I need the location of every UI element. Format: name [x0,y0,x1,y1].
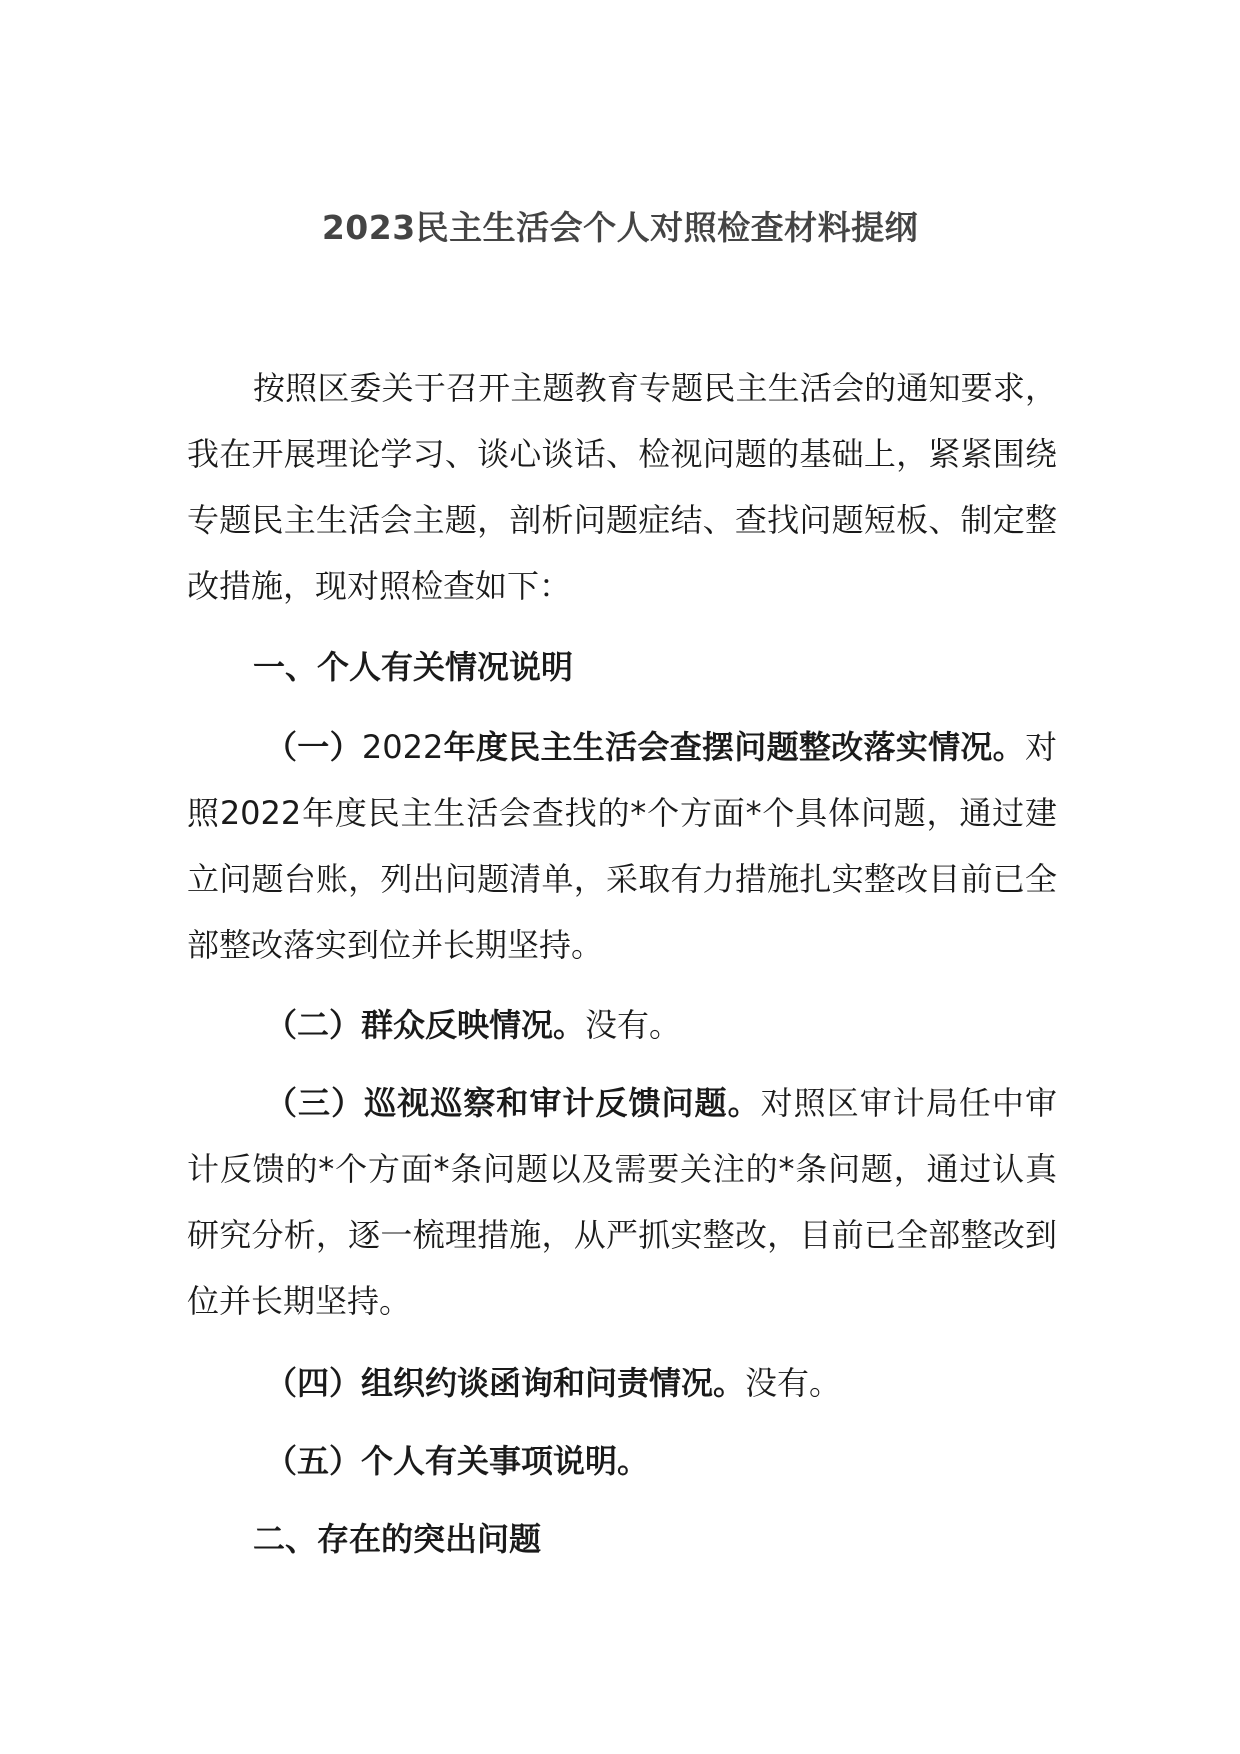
subsection-2-heading: （二）群众反映情况。 [265,1006,586,1044]
section-2-heading: 二、存在的突出问题 [253,1520,542,1558]
subsection-3-heading: （三）巡视巡察和审计反馈问题。 [265,1084,761,1122]
subsection-1-number: （一） [265,728,362,766]
subsection-4-heading: （四）组织约谈函询和问责情况。 [265,1364,746,1402]
subsection-3-body: 对照区审计局任中审计反馈的*个方面*条问题以及需要关注的*条问题，通过认真研究分析，逐一梳理措施，从严抓实整改，目前已全部整改到位并长期坚持。 [187,1084,1057,1320]
subsection-4-body: 没有。 [745,1364,842,1402]
document-title: 2023民主生活会个人对照检查材料提纲 [321,208,919,247]
subsection-1-paragraph [187,714,1057,978]
subsection-5-heading: （五）个人有关事项说明。 [265,1442,650,1480]
subsection-1-body: 对照2022年度民主生活会查找的*个方面*个具体问题，通过建立问题台账，列出问题清单，采取有力措施扎实整改目前已全部整改落实到位并长期坚持。 [187,728,1057,964]
subsection-3-paragraph [187,1070,1057,1334]
subsection-2-body: 没有。 [585,1006,682,1044]
section-1-heading: 一、个人有关情况说明 [253,648,574,686]
intro-paragraph: 按照区委关于召开主题教育专题民主生活会的通知要求，我在开展理论学习、谈心谈话、检视问题的基础上，紧紧围绕专题民主生活会主题，剖析问题症结、查找问题短板、制定整改措施，现对照检查如下： [187,369,1057,605]
subsection-1-year: 2022 [361,728,444,766]
subsection-4-paragraph [187,1350,1135,1416]
subsection-2-paragraph [187,992,1135,1058]
subsection-1-heading: 年度民主生活会查摆问题整改落实情况。 [443,728,1025,766]
